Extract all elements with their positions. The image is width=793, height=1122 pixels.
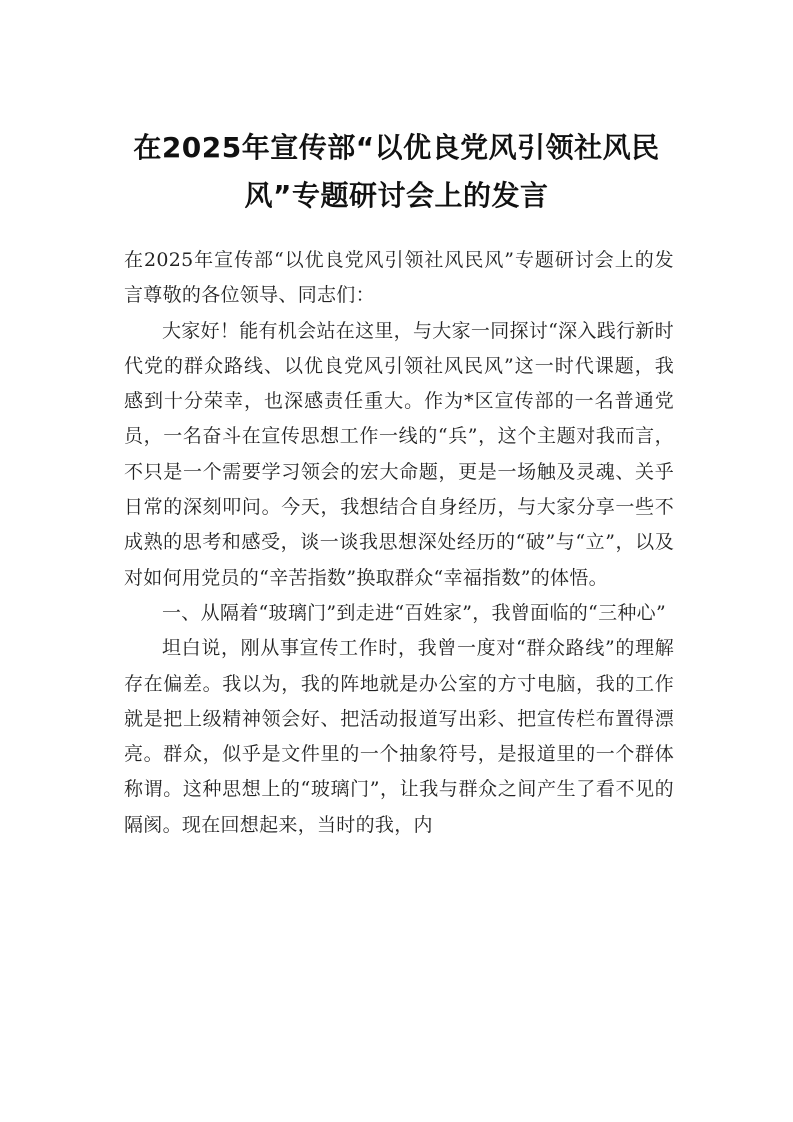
document-title: 在2025年宣传部“以优良党风引领社风民风”专题研讨会上的发言: [133, 131, 660, 212]
document-body: [124, 243, 674, 843]
salutation-paragraph: 在2025年宣传部“以优良党风引领社风民风”专题研讨会上的发言尊敬的各位领导、同志们：: [124, 249, 674, 307]
opening-paragraph: 大家好！能有机会站在这里，与大家一同探讨“深入践行新时代党的群众路线、以优良党风引领社风民风”这一时代课题，我感到十分荣幸，也深感责任重大。作为*区宣传部的一名普通党员，一名奋斗在宣传思想工作一线的“兵”，这个主题对我而言，不只是一个需要学习领会的宏大命题，更是一场触及灵魂、关乎日常的深刻叩问。今天，我想结合自身经历，与大家分享一些不成熟的思考和感受，谈一谈我思想深处经历的“破”与“立”，以及对如何用党员的“辛苦指数”换取群众“幸福指数”的体悟。: [124, 319, 674, 589]
section-heading: 一、从隔着“玻璃门”到走进“百姓家”，我曾面临的“三种心”: [162, 601, 666, 624]
body-paragraph: 坦白说，刚从事宣传工作时，我曾一度对“群众路线”的理解存在偏差。我以为，我的阵地就是办公室的方寸电脑，我的工作就是把上级精神领会好、把活动报道写出彩、把宣传栏布置得漂亮。群众，似乎是文件里的一个抽象符号，是报道里的一个群体称谓。这种思想上的“玻璃门”，让我与群众之间产生了看不见的隔阂。现在回想起来，当时的我，内: [124, 637, 674, 836]
